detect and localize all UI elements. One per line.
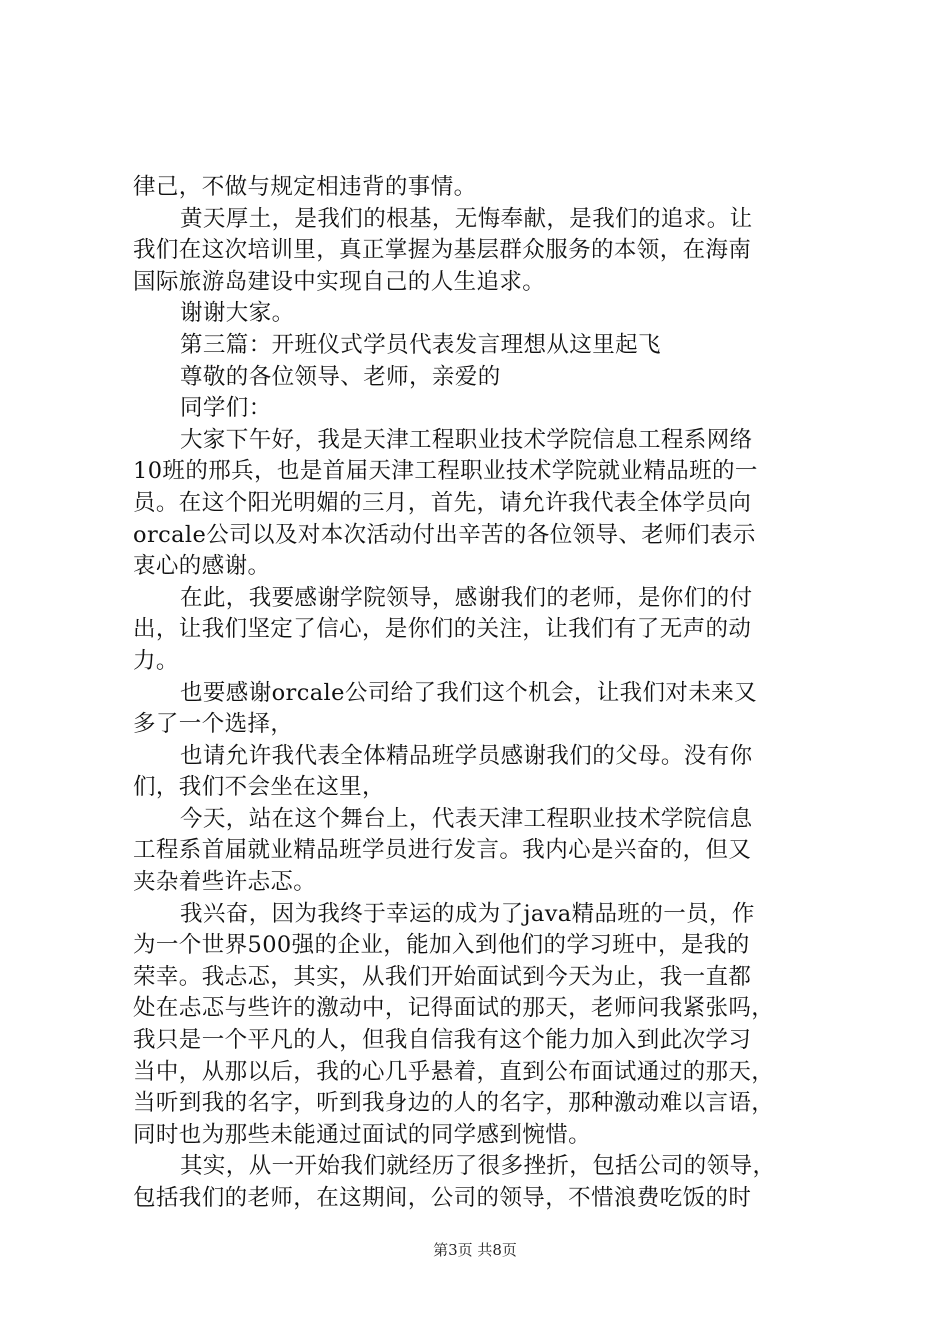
page-footer: 第3页 共8页 bbox=[433, 1241, 517, 1259]
text-line: 当中，从那以后，我的心几乎悬着，直到公布面试通过的那天， bbox=[133, 1058, 775, 1085]
text-line: 衷心的感谢。 bbox=[133, 553, 271, 580]
text-line: 国际旅游岛建设中实现自己的人生追求。 bbox=[133, 268, 546, 295]
text-line: 黄天厚土，是我们的根基，无悔奉献，是我们的追求。让 bbox=[180, 205, 753, 232]
text-line: 大家下午好，我是天津工程职业技术学院信息工程系网络 bbox=[180, 426, 753, 453]
text-line: 今天，站在这个舞台上，代表天津工程职业技术学院信息 bbox=[180, 805, 753, 832]
text-line: 我们在这次培训里，真正掌握为基层群众服务的本领，在海南 bbox=[133, 237, 752, 264]
text-line: 荣幸。我忐忑，其实，从我们开始面试到今天为止，我一直都 bbox=[133, 963, 752, 990]
text-line: 谢谢大家。 bbox=[180, 300, 295, 327]
text-line: 为一个世界500强的企业，能加入到他们的学习班中，是我的 bbox=[133, 932, 750, 959]
text-line: 我兴奋，因为我终于幸运的成为了java精品班的一员，作 bbox=[180, 900, 755, 927]
text-line: 夹杂着些许忐忑。 bbox=[133, 869, 317, 896]
text-line: 出，让我们坚定了信心，是你们的关注，让我们有了无声的动 bbox=[133, 616, 752, 643]
text-line: 其实，从一开始我们就经历了很多挫折，包括公司的领导， bbox=[180, 1153, 776, 1180]
text-line: orcale公司以及对本次活动付出辛苦的各位领导、老师们表示 bbox=[133, 521, 756, 548]
text-line: 同时也为那些未能通过面试的同学感到惋惜。 bbox=[133, 1121, 592, 1148]
text-line: 也要感谢orcale公司给了我们这个机会，让我们对未来又 bbox=[180, 679, 758, 706]
text-line: 在此，我要感谢学院领导，感谢我们的老师，是你们的付 bbox=[180, 584, 753, 611]
text-line: 员。在这个阳光明媚的三月，首先，请允许我代表全体学员向 bbox=[133, 489, 752, 516]
text-line: 第三篇：开班仪式学员代表发言理想从这里起飞 bbox=[180, 331, 661, 358]
text-line: 10班的邢兵，也是首届天津工程职业技术学院就业精品班的一 bbox=[133, 458, 758, 485]
text-line: 多了一个选择， bbox=[133, 711, 294, 738]
text-line: 包括我们的老师，在这期间，公司的领导，不惜浪费吃饭的时 bbox=[133, 1185, 752, 1211]
text-line: 力。 bbox=[133, 647, 179, 674]
text-line: 尊敬的各位领导、老师，亲爱的 bbox=[180, 363, 501, 390]
text-line: 也请允许我代表全体精品班学员感谢我们的父母。没有你 bbox=[180, 742, 753, 769]
text-line: 律己，不做与规定相违背的事情。 bbox=[133, 174, 477, 200]
document-body bbox=[133, 172, 833, 1215]
text-line: 同学们： bbox=[180, 395, 272, 422]
text-line: 工程系首届就业精品班学员进行发言。我内心是兴奋的，但又 bbox=[133, 837, 752, 864]
text-line: 们，我们不会坐在这里， bbox=[133, 774, 385, 801]
text-line: 我只是一个平凡的人，但我自信我有这个能力加入到此次学习 bbox=[133, 1027, 752, 1054]
text-line: 处在忐忑与些许的激动中，记得面试的那天，老师问我紧张吗， bbox=[133, 995, 775, 1022]
text-line: 当听到我的名字，听到我身边的人的名字，那种激动难以言语， bbox=[133, 1090, 775, 1117]
